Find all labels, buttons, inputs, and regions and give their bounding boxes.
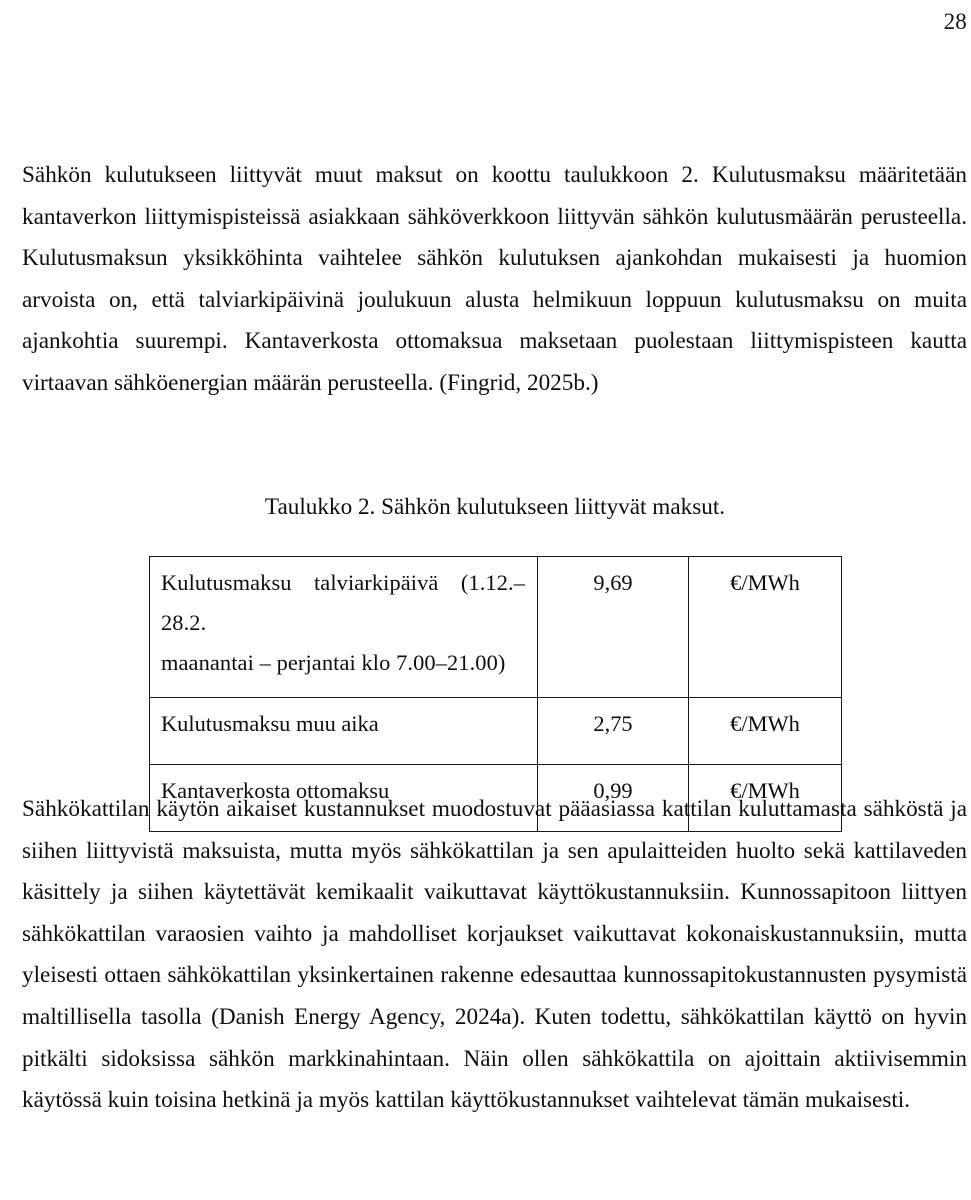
table-cell-value: 0,99 [538,765,689,832]
table-cell-value: 9,69 [538,557,689,698]
table-cell-label [150,557,538,698]
table-cell-unit: €/MWh [689,698,842,765]
table-row [150,557,842,698]
table-cell-label-line: Kulutusmaksu muu aika [161,711,379,736]
table-cell-unit: €/MWh [689,557,842,698]
paragraph-block-costs [22,789,967,1122]
page-number: 28 [943,9,967,34]
table-row [150,698,842,765]
table-caption: Taulukko 2. Sähkön kulutukseen liittyvät maksut. [264,494,726,520]
table-cell-unit: €/MWh [689,765,842,832]
paragraph-block-intro [22,155,967,405]
table-cell-value: 2,75 [538,698,689,765]
table-cell-label-line: maanantai – perjantai klo 7.00–21.00) [161,650,506,675]
paragraph-intro: Sähkön kulutukseen liittyvät muut maksut on koottu taulukkoon 2. Kulutusmaksu määritetään kantaverkon liittymispisteissä asiakkaan sähköverkkoon liittyvän sähkön kulutusmäärän perusteella. Kulutusmaksun yksikköhinta vaihtelee sähkön kulutuksen ajankohdan mukaisesti ja huomion arvoista on, että talviarkipäivinä joulukuun alusta helmikuun loppuun kulutusmaksu on muita ajankohtia suurempi. Kantaverkosta ottomaksua maksetaan puolestaan liittymispisteen kautta virtaavan sähköenergian määrän perusteella. (Fingrid, 2025b.) [22,162,967,396]
table-cell-label-line: Kulutusmaksu talviarkipäivä (1.12.–28.2. [161,570,525,635]
table-cell-label-line: Kantaverkosta ottomaksu [161,778,390,803]
paragraph-costs: Sähkökattilan käytön aikaiset kustannukset muodostuvat pääasiassa kattilan kuluttamasta sähköstä ja siihen liittyvistä maksuista, mutta myös sähkökattilan ja sen apulaitteiden huolto sekä kattilaveden käsittely ja siihen käytettävät kemikaalit vaikuttavat käyttökustannuksiin. Kunnossapitoon liittyen sähkökattilan varaosien vaihto ja mahdolliset korjaukset vaikuttavat kokonaiskustannuksiin, mutta yleisesti ottaen sähkökattilan yksinkertainen rakenne edesauttaa kunnossapitokustannusten pysymistä maltillisella tasolla (Danish Energy Agency, 2024a). Kuten todettu, sähkökattilan käyttö on hyvin pitkälti sidoksissa sähkön markkinahintaan. Näin ollen sähkökattila on ajoittain aktiivisemmin käytössä kuin toisina hetkinä ja myös kattilan käyttökustannukset vaihtelevat tämän mukaisesti. [22,796,967,1114]
table-cell-label [150,698,538,765]
